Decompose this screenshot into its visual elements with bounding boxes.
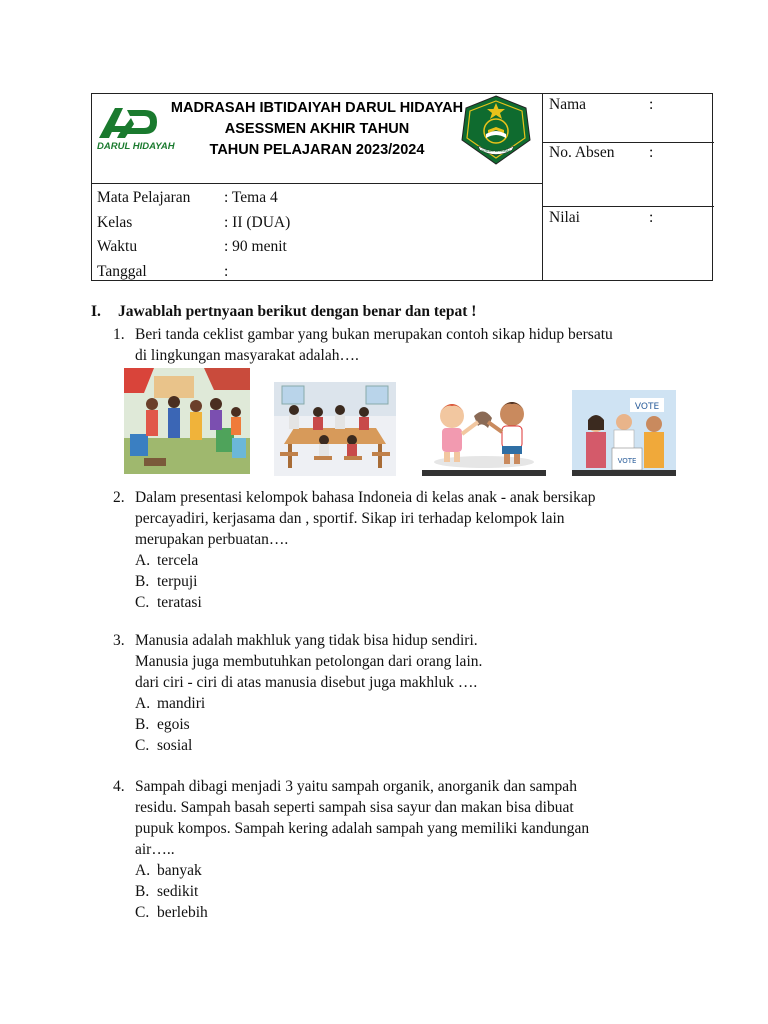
option-text: egois: [157, 716, 190, 733]
question-text: air…..: [135, 841, 175, 858]
voting-picture[interactable]: [572, 390, 676, 476]
school-title-block: [162, 98, 472, 161]
vote-box-text: VOTE: [617, 457, 637, 465]
section-title: [91, 303, 476, 321]
question-number: 1.: [113, 326, 125, 343]
option-letter: B.: [135, 883, 150, 900]
question-text: pupuk kompos. Sampah kering adalah sampah yang memiliki kandungan: [135, 820, 590, 837]
field-colon: :: [649, 144, 654, 161]
children-fighting-picture[interactable]: [422, 386, 546, 476]
children-fighting-illustration-icon: [422, 386, 546, 476]
field-name[interactable]: [549, 96, 653, 114]
answer-option-c[interactable]: [135, 592, 693, 613]
option-text: banyak: [157, 862, 202, 879]
section-number: I.: [91, 303, 101, 320]
students-group-work-illustration-icon: [274, 382, 396, 476]
exam-info: [97, 186, 290, 284]
school-name: MADRASAH IBTIDAIYAH DARUL HIDAYAH: [170, 100, 464, 116]
info-value: : Tema 4: [224, 189, 278, 206]
info-label: Mata Pelajaran: [97, 189, 191, 206]
field-score[interactable]: [549, 209, 653, 227]
option-text: sedikit: [157, 883, 199, 900]
info-row-time: [97, 235, 290, 260]
option-text: mandiri: [157, 695, 206, 712]
question-text: Manusia juga membutuhkan petolongan dari orang lain.: [135, 653, 483, 670]
info-value: :: [224, 262, 229, 280]
students-group-work-picture[interactable]: [274, 382, 396, 476]
voting-illustration-icon: [572, 390, 676, 476]
info-row-date: [97, 260, 290, 285]
question-2: [113, 487, 693, 613]
answer-option-c[interactable]: [135, 735, 693, 756]
field-label: Nilai: [549, 209, 580, 226]
header-divider: [542, 142, 714, 143]
academic-year: TAHUN PELAJARAN 2023/2024: [209, 142, 425, 158]
option-letter: B.: [135, 573, 150, 590]
question-number: 4.: [113, 778, 125, 795]
field-colon: :: [649, 96, 654, 113]
option-text: tercela: [157, 552, 199, 569]
question-text: Manusia adalah makhluk yang tidak bisa hidup sendiri.: [135, 632, 478, 649]
section-instruction: Jawablah pertnyaan berikut dengan benar dan tepat !: [118, 303, 477, 320]
darul-hidayah-logo-icon: [97, 104, 159, 140]
darul-hidayah-logo-text: DARUL HIDAYAH: [97, 141, 175, 152]
option-letter: A.: [135, 695, 151, 712]
info-value: : 90 menit: [224, 238, 287, 255]
field-label: No. Absen: [549, 144, 615, 161]
header-box: [91, 93, 713, 281]
option-letter: A.: [135, 862, 151, 879]
kemenag-emblem-icon: [458, 94, 534, 166]
question-number: 3.: [113, 632, 125, 649]
question-number: 2.: [113, 489, 125, 506]
question-text: di lingkungan masyarakat adalah….: [135, 347, 359, 364]
question-text: Sampah dibagi menjadi 3 yaitu sampah organik, anorganik dan sampah: [135, 778, 577, 795]
option-text: teratasi: [157, 594, 202, 611]
community-cleanup-illustration-icon: [124, 368, 250, 474]
field-absen-number[interactable]: [549, 144, 653, 162]
darul-hidayah-logo: [97, 104, 175, 156]
field-colon: :: [649, 209, 654, 226]
option-letter: A.: [135, 552, 151, 569]
answer-option-a[interactable]: [135, 693, 693, 714]
question-text: residu. Sampah basah seperti sampah sisa sayur dan makan bisa dibuat: [135, 799, 574, 816]
question-1: [113, 324, 693, 366]
info-label: Kelas: [97, 213, 133, 231]
info-value: : II (DUA): [224, 213, 291, 231]
vote-sign-text: VOTE: [634, 402, 660, 412]
kemenag-logo: [458, 94, 534, 166]
option-letter: C.: [135, 594, 150, 611]
question-4: [113, 776, 693, 923]
option-letter: C.: [135, 737, 150, 754]
question-text: Dalam presentasi kelompok bahasa Indoneia di kelas anak - anak bersikap: [135, 489, 596, 506]
option-text: terpuji: [157, 573, 198, 590]
answer-option-a[interactable]: [135, 860, 693, 881]
question-text: percayadiri, kerjasama dan , sportif. Sikap iri terhadap kelompok lain: [135, 510, 565, 527]
answer-option-b[interactable]: [135, 881, 693, 902]
option-letter: B.: [135, 716, 150, 733]
field-label: Nama: [549, 96, 587, 113]
answer-option-b[interactable]: [135, 714, 693, 735]
svg-text:IKHLAS BERAMAL: IKHLAS BERAMAL: [481, 149, 511, 153]
exam-name: ASESSMEN AKHIR TAHUN: [224, 121, 410, 137]
info-row-class: [97, 211, 290, 236]
community-cleanup-picture[interactable]: [124, 368, 250, 474]
question-1-pictures: [124, 368, 684, 478]
header-divider: [542, 206, 714, 207]
answer-option-b[interactable]: [135, 571, 693, 592]
option-text: berlebih: [157, 904, 208, 921]
info-row-subject: [97, 186, 290, 211]
question-text: merupakan perbuatan….: [135, 531, 289, 548]
header-divider: [92, 183, 542, 184]
answer-option-a[interactable]: [135, 550, 693, 571]
answer-option-c[interactable]: [135, 902, 693, 923]
option-text: sosial: [157, 737, 193, 754]
question-3: [113, 630, 693, 756]
question-text: Beri tanda ceklist gambar yang bukan merupakan contoh sikap hidup bersatu: [135, 326, 613, 343]
info-label: Waktu: [97, 238, 138, 255]
option-letter: C.: [135, 904, 150, 921]
info-label: Tanggal: [97, 262, 147, 280]
question-text: dari ciri - ciri di atas manusia disebut juga makhluk ….: [135, 674, 478, 691]
header-divider: [542, 94, 543, 280]
